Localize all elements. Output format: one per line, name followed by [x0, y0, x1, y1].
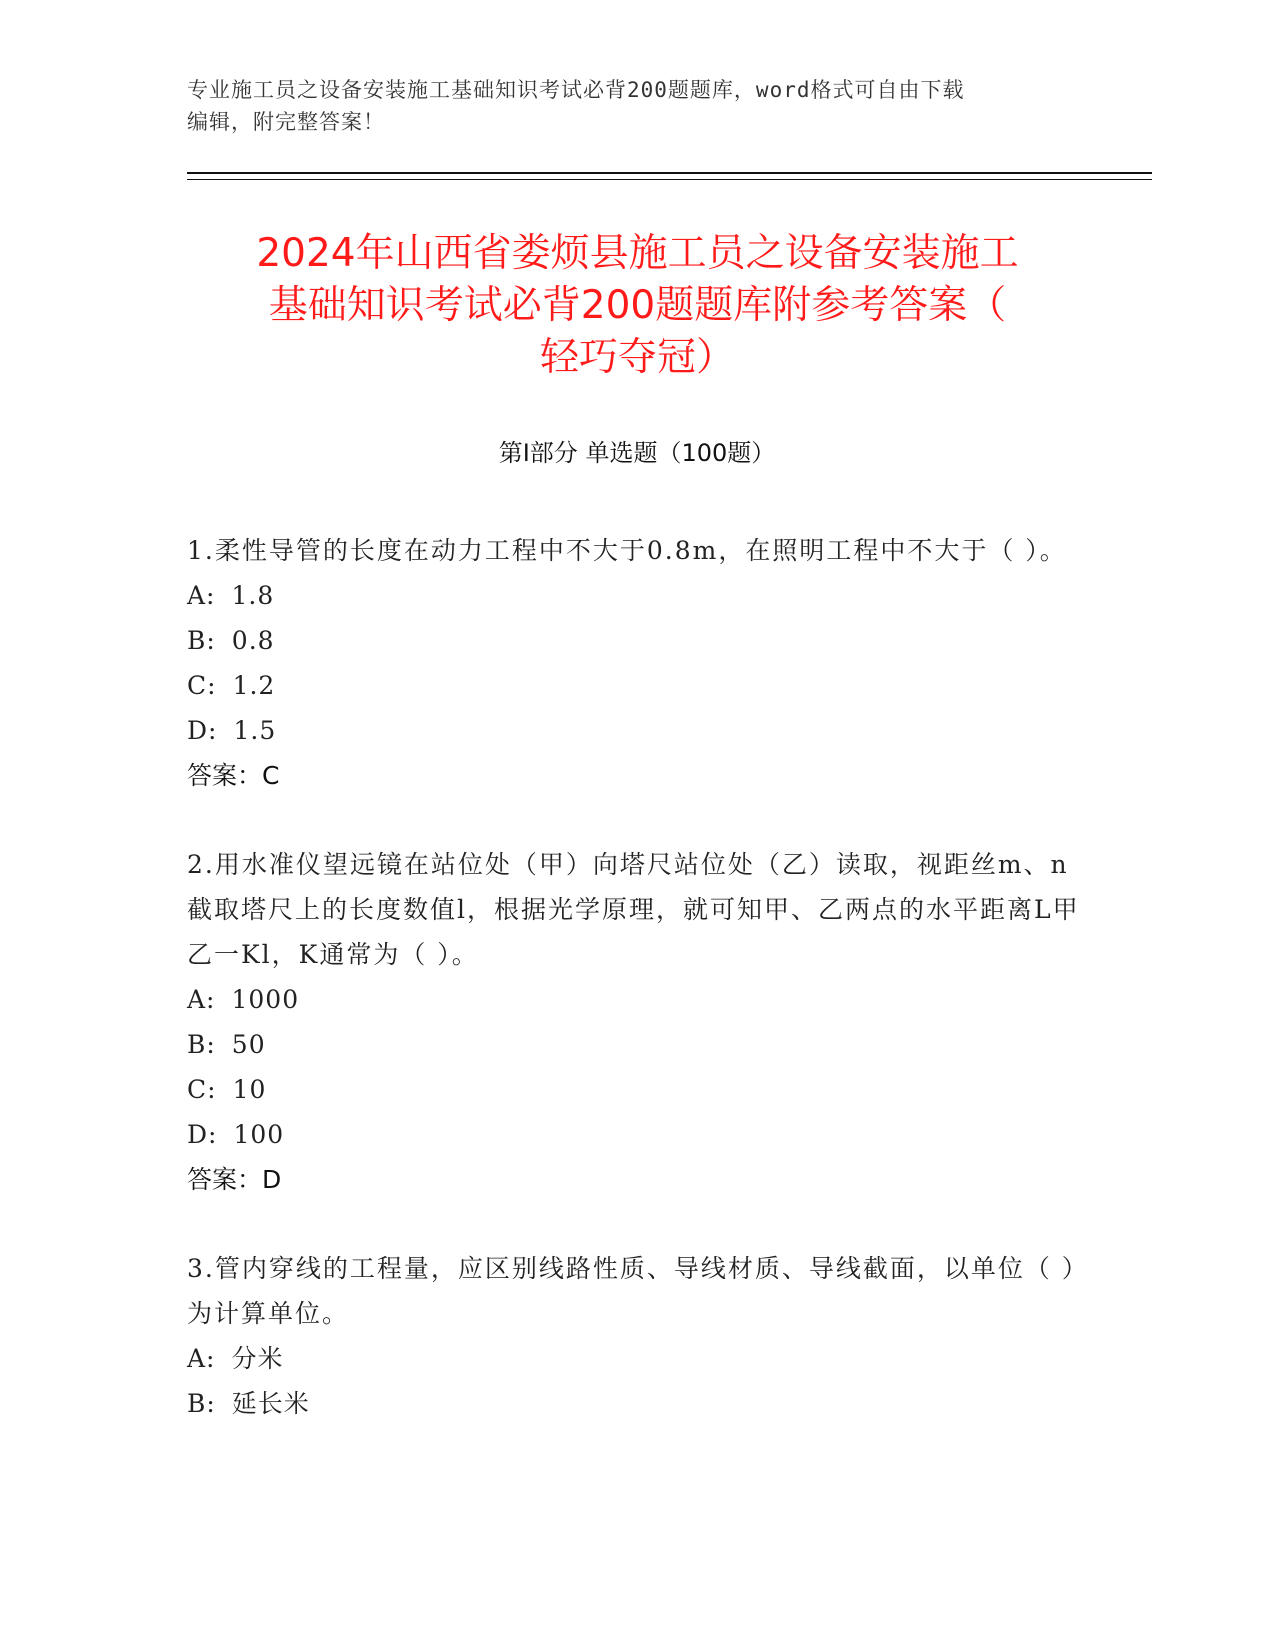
question-stem: 2.用水准仪望远镜在站位处（甲）向塔尺站位处（乙）读取，视距丝m、n截取塔尺上的长度数值l，根据光学原理，就可知甲、乙两点的水平距离L甲乙一Kl，K通常为（ ）。 [187, 850, 1080, 969]
title-line3: 轻巧夺冠） [539, 335, 735, 380]
header-divider-thick [187, 172, 1152, 174]
option-key: D: [187, 1120, 218, 1149]
option-key: B: [187, 1030, 216, 1059]
option-key: C: [187, 1075, 217, 1104]
option-key: A: [187, 1344, 216, 1373]
option-text: 分米 [231, 1344, 284, 1373]
option-text: 10 [232, 1075, 267, 1104]
header-note [187, 74, 1067, 138]
title-line1: 2024年山西省娄烦县施工员之设备安装施工 [256, 231, 1019, 276]
option-key: C: [187, 671, 217, 700]
header-note-line1: 专业施工员之设备安装施工基础知识考试必背200题题库，word格式可自由下载 [187, 78, 965, 102]
option-a [187, 573, 1087, 618]
option-b [187, 1381, 1087, 1426]
option-b [187, 618, 1087, 663]
answer-line: 答案：C [187, 761, 280, 790]
option-key: B: [187, 626, 216, 655]
option-text: 1000 [231, 985, 300, 1014]
option-b [187, 1022, 1087, 1067]
question-item [187, 1246, 1087, 1426]
option-text: 50 [231, 1030, 266, 1059]
option-a [187, 1336, 1087, 1381]
header-note-line2: 编辑，附完整答案！ [187, 110, 385, 134]
option-text: 0.8 [231, 626, 275, 655]
option-c [187, 1067, 1087, 1112]
question-stem: 1.柔性导管的长度在动力工程中不大于0.8m，在照明工程中不大于（ ）。 [187, 536, 1067, 565]
option-text: 1.8 [231, 581, 275, 610]
section-heading: 第Ⅰ部分 单选题（100题） [498, 439, 776, 467]
header-divider-thin [187, 179, 1152, 180]
question-list [187, 528, 1087, 1470]
option-text: 延长米 [231, 1389, 310, 1418]
option-d [187, 1112, 1087, 1157]
question-item [187, 842, 1087, 1202]
option-text: 1.2 [232, 671, 276, 700]
option-key: A: [187, 581, 216, 610]
question-stem: 3.管内穿线的工程量，应区别线路性质、导线材质、导线截面，以单位（ ）为计算单位。 [187, 1254, 1077, 1328]
option-a [187, 977, 1087, 1022]
answer-line: 答案：D [187, 1165, 282, 1194]
option-text: 1.5 [233, 716, 277, 745]
title-line2: 基础知识考试必背200题题库附参考答案（ [268, 283, 1007, 328]
option-key: D: [187, 716, 218, 745]
question-item [187, 528, 1087, 798]
option-key: B: [187, 1389, 216, 1418]
option-c [187, 663, 1087, 708]
option-d [187, 708, 1087, 753]
document-title [180, 228, 1095, 384]
option-key: A: [187, 985, 216, 1014]
option-text: 100 [233, 1120, 285, 1149]
